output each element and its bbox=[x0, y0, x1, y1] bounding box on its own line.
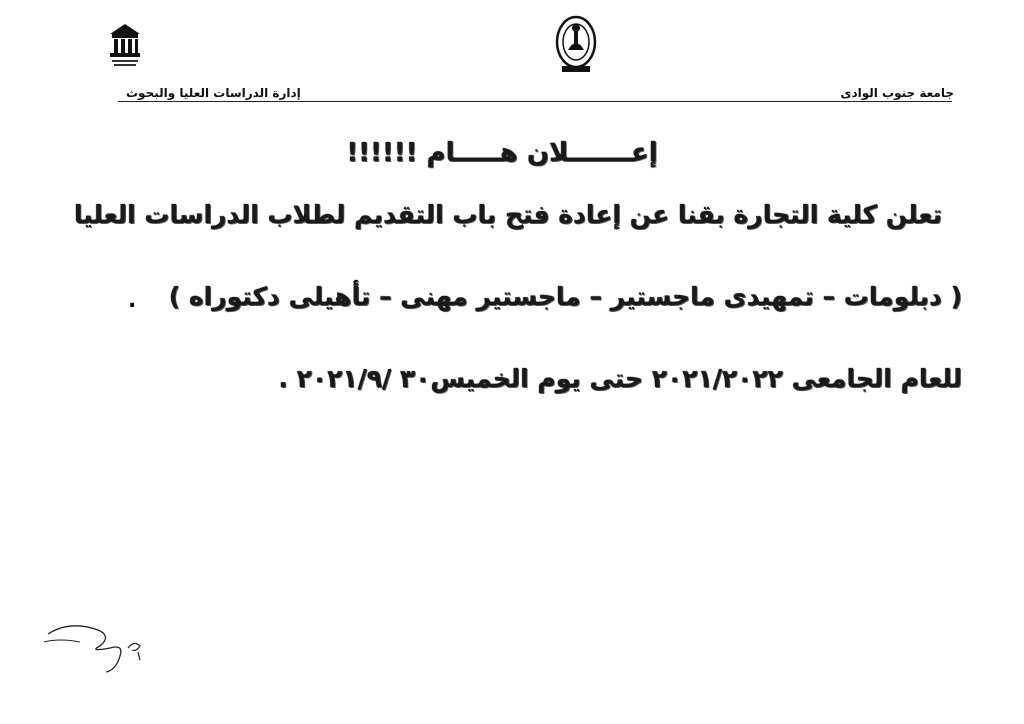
announcement-line-1: تعلن كلية التجارة بقنا عن إعادة فتح باب التقديم لطلاب الدراسات العليا bbox=[73, 200, 942, 229]
department-name: إدارة الدراسات العليا والبحوث bbox=[126, 86, 301, 100]
announcement-title: إعـــــــلان هـــــام !!!!!! bbox=[346, 138, 658, 168]
announcement-line-3: للعام الجامعى ٢٠٢١/٢٠٢٢ حتى يوم الخميس٣٠ /٢٠٢١/٩ . bbox=[278, 364, 962, 393]
header-divider bbox=[118, 101, 952, 102]
announcement-line-2-end: . bbox=[128, 288, 137, 313]
handwritten-signature-icon bbox=[40, 612, 170, 682]
university-name: جامعة جنوب الوادى bbox=[840, 86, 954, 100]
announcement-line-2: ( دبلومات – تمهيدى ماجستير – ماجستير مهنى – تأهيلى دكتوراه ) bbox=[168, 282, 962, 311]
university-building-logo-icon bbox=[108, 20, 142, 72]
university-seal-logo-icon bbox=[554, 14, 598, 76]
